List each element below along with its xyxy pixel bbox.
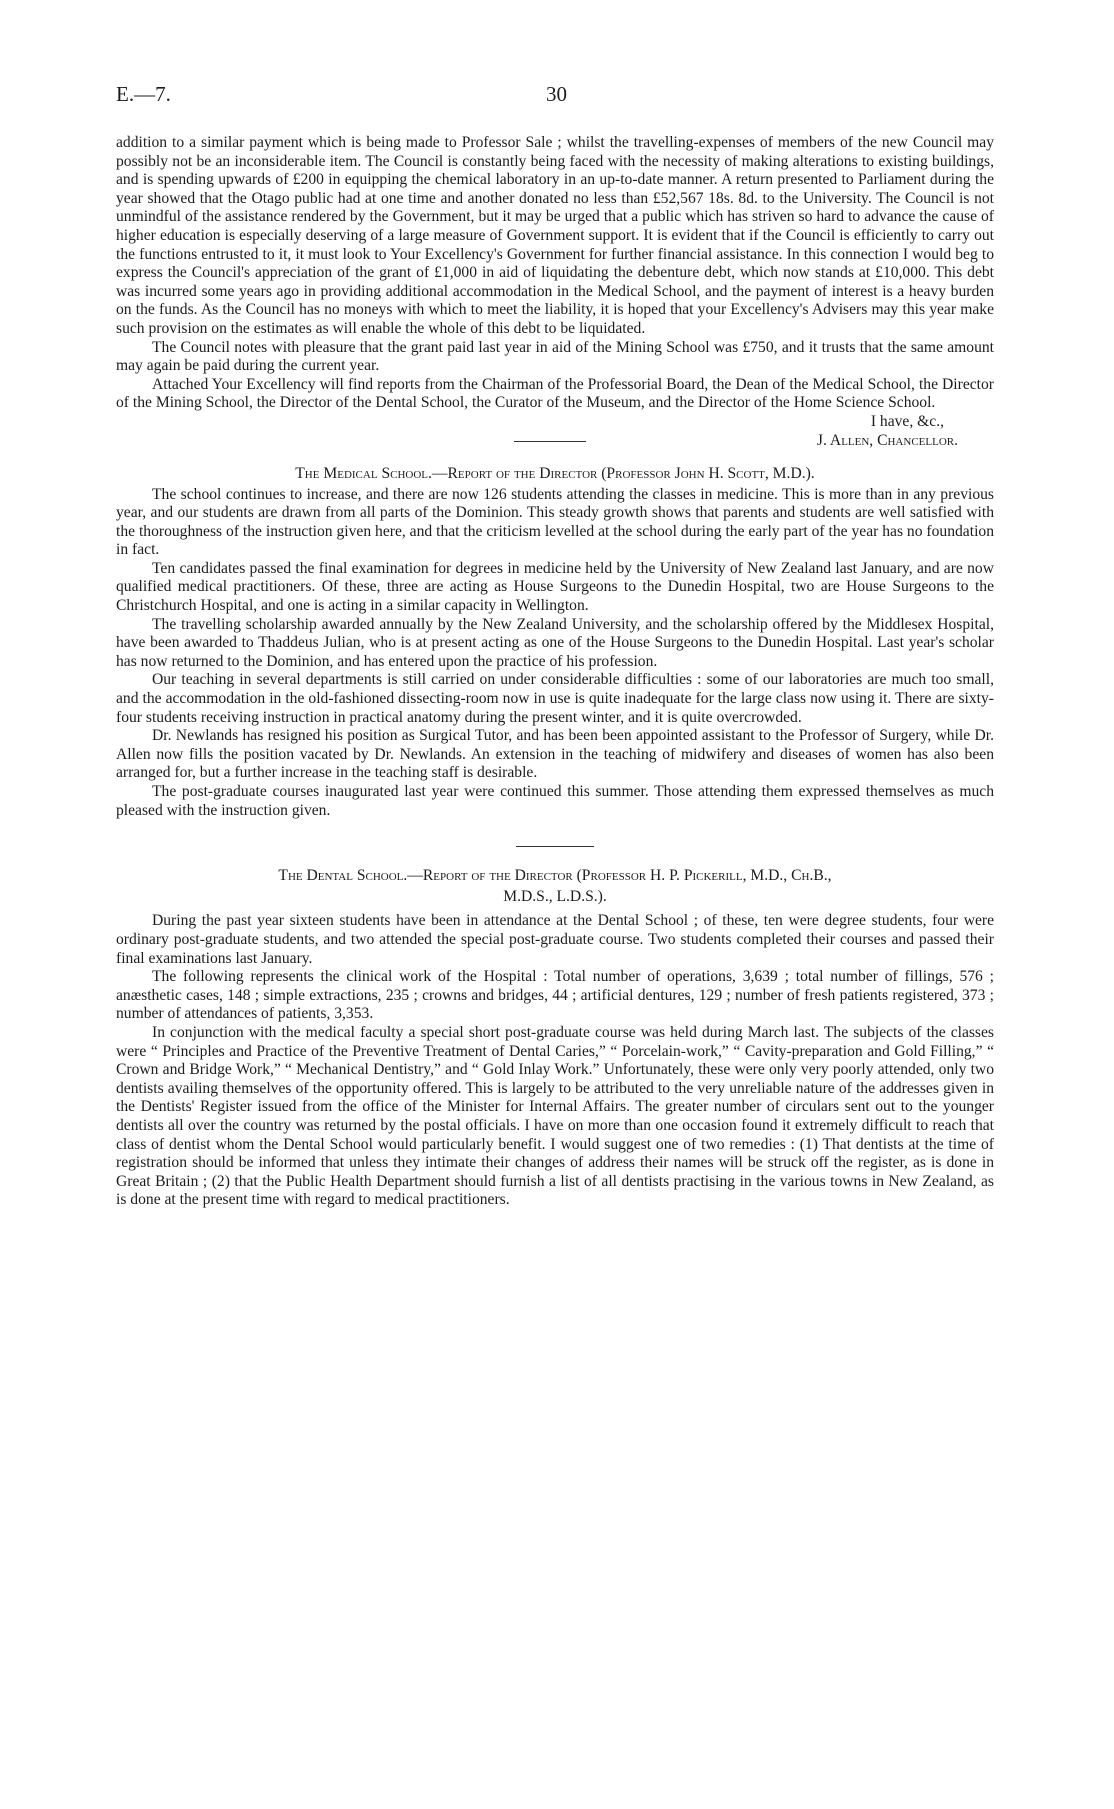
paragraph: During the past year sixteen students have been in attendance at the Dental School ; of these, ten were degree students, four were ordinary post-graduate students, and two attended the special post-graduate course. Two students completed their courses and passed their final examinations last January. (116, 912, 994, 967)
paragraph: In conjunction with the medical faculty a special short post-graduate course was held during March last. The subjects of the classes were “ Principles and Practice of the Preventive Treatment of Dental Caries,” “ Porcelain-work,” “ Cavity-preparation and Gold Filling,” “ Crown and Bridge Work,” “ Mechanical Dentistry,” and “ Gold Inlay Work.” Unfortunately, these were only very poorly attended, only two dentists availing themselves of the opportunity offered. This is largely to be attributed to the very unreliable nature of the addresses given in the Dentists' Register issued from the office of the Minister for Internal Affairs. The greater number of circulars sent out to the younger dentists all over the country was returned by the postal officials. I have on more than one occasion found it extremely difficult to reach that class of dentist whom the Dental School would particularly benefit. I would suggest one of two remedies : (1) That dentists at the time of registration should be informed that unless they intimate their changes of address their names will be struck off the register, as is done in Great Britain ; (2) that the Public Health Department should furnish a list of all dentists practising in the various towns in New Zealand, as is done at the present time with regard to medical practitioners. (116, 1023, 994, 1209)
page-body (116, 134, 994, 1210)
paragraph: The post-graduate courses inaugurated last year were continued this summer. Those attending them expressed themselves as much pleased with the instruction given. (116, 783, 994, 819)
signature-rule (514, 441, 586, 442)
document-reference: E.—7. (116, 82, 171, 106)
paragraph: The school continues to increase, and there are now 126 students attending the classes in medicine. This is more than in any previous year, and our students are drawn from all parts of the Dominion. This steady growth shows that parents and students are well satisfied with the thoroughness of the instruction given here, and that the criticism levelled at the school during the early part of the year has no foundation in fact. (116, 485, 994, 559)
paragraph: The following represents the clinical work of the Hospital : Total number of operations, 3,639 ; total number of fillings, 576 ; anæsthetic cases, 148 ; simple extractions, 235 ; crowns and bridges, 44 ; artificial dentures, 129 ; number of fresh patients registered, 373 ; number of attendances of patients, 3,353. (116, 968, 994, 1023)
council-letter-continuation (116, 134, 994, 451)
paragraph: Our teaching in several departments is still carried on under considerable difficulties : some of our laboratories are much too small, and the accommodation in the old-fashioned dissecting-room now in use is quite inadequate for the large class now using it. There are sixty-four students receiving instruction in practical anatomy during the present winter, and it is quite overcrowded. (116, 671, 994, 726)
section-heading-continued: M.D.S., L.D.S.). (503, 887, 607, 905)
paragraph: addition to a similar payment which is being made to Professor Sale ; whilst the travelling-expenses of members of the new Council may possibly not be an inconsiderable item. The Council is constantly being faced with the necessity of making alterations to existing buildings, and is spending upwards of £200 in equipping the chemical laboratory in an up-to-date manner. A return presented to Parliament during the year showed that the Otago public had at one time and another donated no less than £52,567 18s. 8d. to the University. The Council is not unmindful of the assistance rendered by the Government, but it may be urged that a public which has striven so hard to advance the cause of higher education is especially deserving of a large measure of Government support. It is evident that if the Council is efficiently to carry out the functions entrusted to it, it must look to Your Excellency's Government for further financial assistance. In this connection I would beg to express the Council's appreciation of the grant of £1,000 in aid of liquidating the debenture debt, which now stands at £10,000. This debt was incurred some years ago in providing additional accommodation in the Medical School, and the payment of interest is a heavy burden on the funds. As the Council has no moneys with which to meet the liability, it is hoped that your Excellency's Advisers may this year make such provision on the estimates as will enable the whole of this debt to be liquidated. (116, 134, 994, 337)
medical-school-report (116, 465, 994, 820)
paragraph: The travelling scholarship awarded annually by the New Zealand University, and the scholarship offered by the Middlesex Hospital, have been awarded to Thaddeus Julian, who is at present acting as one of the House Surgeons to the Dunedin Hospital. Last year's scholar has now returned to the Dominion, and has entered upon the practice of his profession. (116, 615, 994, 670)
paragraph: Ten candidates passed the final examination for degrees in medicine held by the University of New Zealand last January, and are now qualified medical practitioners. Of these, three are acting as House Surgeons to the Dunedin Hospital, two are House Surgeons to the Christchurch Hospital, and one is acting in a similar capacity in Wellington. (116, 559, 994, 615)
page-header (116, 82, 998, 112)
signature-block (116, 413, 994, 451)
page-number: 30 (546, 82, 567, 106)
paragraph: Attached Your Excellency will find reports from the Chairman of the Professorial Board, the Dean of the Medical School, the Director of the Mining School, the Director of the Dental School, the Curator of the Museum, and the Director of the Home Science School. (116, 375, 994, 412)
paragraph: Dr. Newlands has resigned his position as Surgical Tutor, and has been been appointed assistant to the Professor of Surgery, while Dr. Allen now fills the position vacated by Dr. Newlands. An extension in the teaching of midwifery and diseases of women has also been arranged for, but a further increase in the teaching staff is desirable. (116, 727, 994, 782)
section-divider (516, 846, 594, 847)
dental-school-report (116, 867, 994, 1210)
section-heading: The Dental School.—Report of the Director (Professor H. P. Pickerill, M.D., Ch.B., (278, 867, 832, 885)
paragraph: The Council notes with pleasure that the grant paid last year in aid of the Mining School was £750, and it trusts that the same amount may again be paid during the current year. (116, 338, 994, 375)
signature: J. Allen, Chancellor. (816, 431, 958, 449)
closing-phrase: I have, &c., (870, 412, 944, 430)
section-heading: The Medical School.—Report of the Director (Professor John H. Scott, M.D.). (295, 464, 815, 482)
